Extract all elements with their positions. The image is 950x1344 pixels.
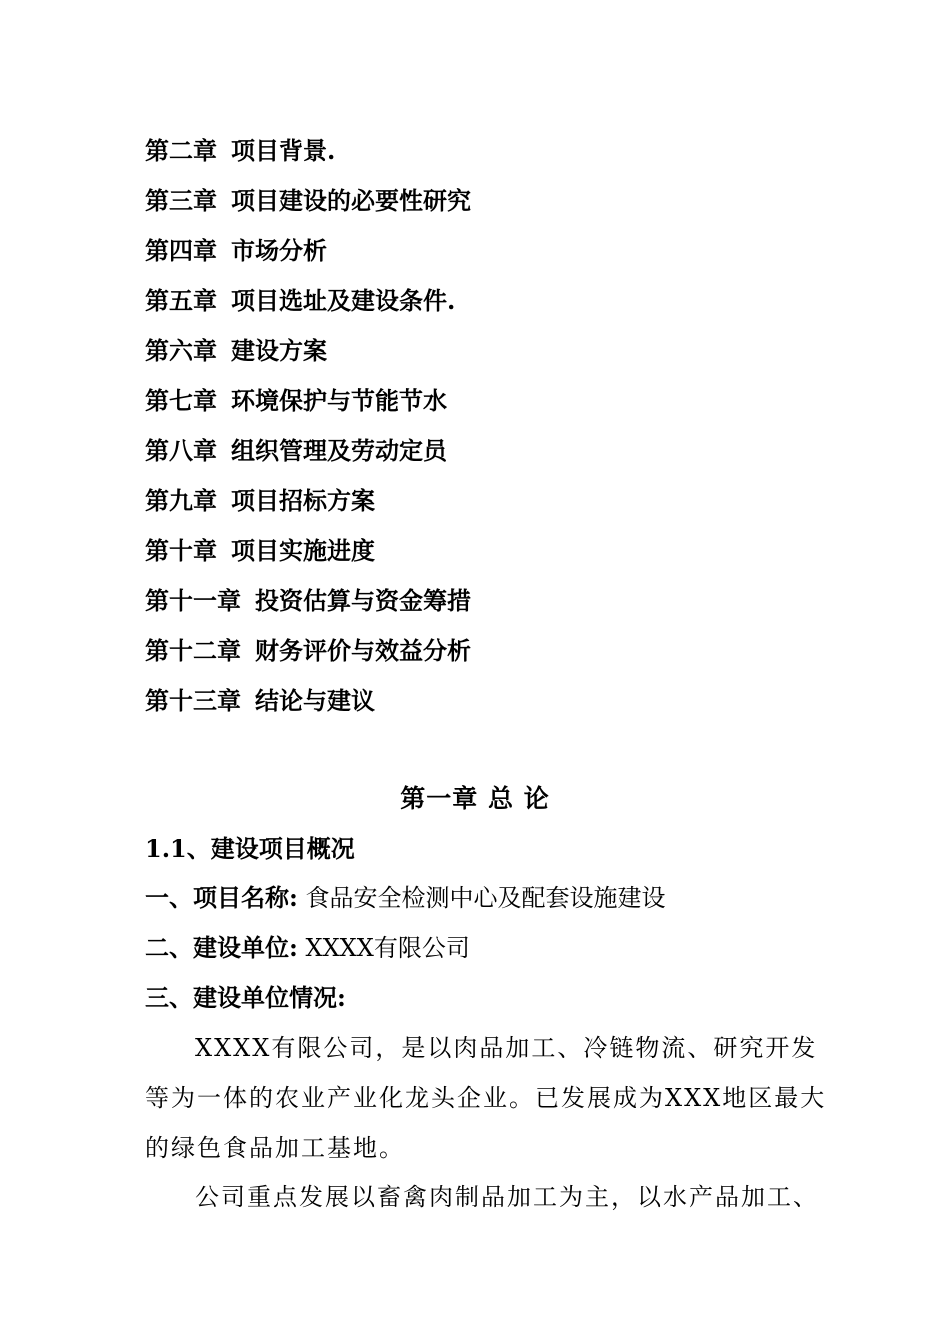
chapter-heading: 第一章 总 论 (400, 784, 550, 813)
toc-chapter-title: 组织管理及劳动定员 (231, 436, 447, 465)
toc-chapter-title: 财务评价与效益分析 (255, 636, 471, 665)
toc-item (145, 581, 845, 631)
toc-chapter-title: 项目选址及建设条件. (231, 286, 456, 315)
toc-item (145, 381, 845, 431)
paragraph-line: 等为一体的农业产业化龙头企业。已发展成为XXX地区最大 (145, 1084, 827, 1112)
builder-line (145, 928, 845, 968)
toc-item (145, 231, 845, 281)
project-name-line (145, 878, 845, 918)
toc-chapter-number: 第八章 (145, 436, 217, 465)
builder-label: 二、建设单位: (145, 933, 298, 962)
table-of-contents (145, 131, 845, 731)
toc-item (145, 181, 845, 231)
toc-chapter-number: 第十章 (145, 536, 217, 565)
toc-chapter-title: 项目实施进度 (231, 536, 375, 565)
toc-chapter-number: 第九章 (145, 486, 217, 515)
toc-chapter-number: 第七章 (145, 386, 217, 415)
toc-item (145, 431, 845, 481)
paragraph-line: 公司重点发展以畜禽肉制品加工为主，以水产品加工、 (195, 1183, 819, 1211)
paragraph-line: XXXX有限公司，是以肉品加工、冷链物流、研究开发 (195, 1034, 818, 1062)
project-name-label: 一、项目名称: (145, 883, 298, 912)
toc-chapter-number: 第五章 (145, 286, 217, 315)
toc-item (145, 631, 845, 681)
toc-chapter-number: 第二章 (145, 136, 217, 165)
toc-chapter-title: 市场分析 (231, 236, 327, 265)
toc-chapter-title: 投资估算与资金筹措 (255, 586, 471, 615)
builder-value: XXXX有限公司 (305, 934, 470, 962)
builder-info-heading: 三、建设单位情况: (145, 983, 346, 1012)
project-name-value: 食品安全检测中心及配套设施建设 (305, 884, 666, 912)
toc-chapter-number: 第十二章 (145, 636, 241, 665)
toc-chapter-title: 建设方案 (231, 336, 327, 365)
toc-item (145, 531, 845, 581)
toc-chapter-title: 结论与建议 (255, 686, 375, 715)
toc-chapter-number: 第四章 (145, 236, 217, 265)
toc-chapter-title: 项目背景. (231, 136, 336, 165)
section-heading: 1.1、建设项目概况 (145, 834, 355, 863)
toc-item (145, 331, 845, 381)
paragraph-line: 的绿色食品加工基地。 (145, 1134, 405, 1162)
toc-chapter-title: 项目招标方案 (231, 486, 375, 515)
company-focus-paragraph (145, 1172, 825, 1222)
company-description-paragraph (145, 1023, 825, 1173)
toc-chapter-number: 第十三章 (145, 686, 241, 715)
toc-chapter-title: 环境保护与节能节水 (231, 386, 447, 415)
toc-item (145, 681, 845, 731)
toc-chapter-number: 第三章 (145, 186, 217, 215)
toc-item (145, 481, 845, 531)
toc-item (145, 281, 845, 331)
toc-chapter-number: 第六章 (145, 336, 217, 365)
toc-chapter-title: 项目建设的必要性研究 (231, 186, 471, 215)
toc-item (145, 131, 845, 181)
toc-chapter-number: 第十一章 (145, 586, 241, 615)
